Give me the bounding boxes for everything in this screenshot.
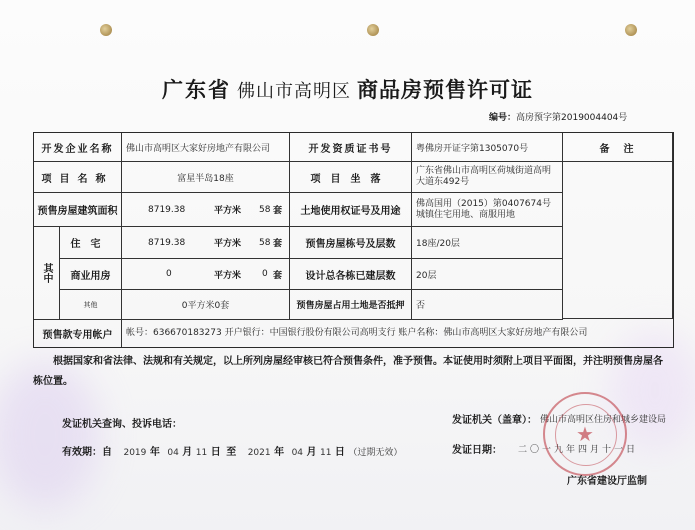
commercial-unit: 平方米 (214, 270, 242, 281)
page-title (0, 74, 695, 104)
supervisor-label: 广东省建设厅监制 (567, 476, 647, 487)
inquiry-label: 发证机关查询、投诉电话： (62, 419, 182, 430)
remarks-area (563, 162, 673, 319)
land-cert-label: 土地使用权证号及用途 (290, 193, 412, 227)
presale-area-label: 预售房屋建筑面积 (34, 193, 122, 227)
presale-area-unit: 平方米 (214, 206, 242, 216)
developer-value: 佛山市高明区大家好房地产有限公司 (122, 133, 290, 162)
account-value: 帐号：636670183273 开户银行：中国银行股份有限公司高明支行 账户名称：佛山市高明区大家好房地产有限公司 (126, 328, 588, 338)
validity-start-day: 11 (195, 448, 208, 458)
residential-unit: 平方米 (214, 239, 242, 249)
title-province: 广东省 (162, 77, 231, 102)
binding-hole (100, 24, 112, 36)
commercial-cell (122, 259, 290, 290)
account-label: 预售款专用帐户 (34, 320, 122, 347)
commercial-area: 0 (166, 269, 172, 279)
year-unit: 年 (149, 447, 160, 458)
designed-floors-value: 20层 (412, 259, 563, 290)
day-unit: 日 (334, 447, 345, 458)
validity-end-year: 2021 (247, 448, 271, 458)
presale-area-cell (122, 193, 290, 227)
seal-star-icon: ★ (576, 422, 594, 446)
mortgage-label: 预售房屋占用土地是否抵押 (290, 290, 412, 320)
mortgage-value: 否 (412, 290, 563, 320)
binding-hole (367, 24, 379, 36)
validity-label: 有效期：自 (62, 447, 112, 458)
validity-start-month: 04 (167, 448, 179, 458)
serial-label: 编号： (489, 113, 517, 123)
official-seal (543, 392, 627, 476)
residential-cell (122, 227, 290, 259)
issue-date-value: 二〇一九年四月十一日 (518, 445, 639, 455)
designed-floors-label: 设计总各栋已建层数 (290, 259, 412, 290)
residential-sets: 58 (259, 237, 271, 248)
validity-note: （过期无效） (348, 448, 403, 458)
other-label: 其他 (60, 290, 122, 320)
validity-start-year: 2019 (123, 448, 147, 458)
issuer-value: 佛山市高明区住房和城乡建设局 (540, 415, 667, 425)
building-floors-value: 18座/20层 (412, 227, 563, 259)
commercial-sets: 0 (262, 269, 268, 279)
land-cert-value: 佛高国用（2015）第0407674号 城镇住宅用地、商服用地 (412, 193, 563, 227)
project-value: 富星半岛18座 (122, 162, 290, 193)
building-floors-label: 预售房屋栋号及层数 (290, 227, 412, 259)
issuer-label: 发证机关（盖章）： (452, 415, 537, 426)
month-unit: 月 (182, 447, 193, 458)
other-value: 0平方米0套 (122, 290, 290, 320)
qualification-label: 开发资质证书号 (290, 133, 412, 162)
commercial-label: 商业用房 (60, 259, 122, 290)
commercial-sets-unit: 套 (273, 270, 283, 281)
serial-value: 高房预字第2019004404号 (516, 113, 628, 123)
presale-sets-unit: 套 (273, 206, 283, 216)
location-value: 广东省佛山市高明区荷城街道高明大道东492号 (412, 162, 563, 193)
serial-number (489, 110, 627, 123)
residential-label: 住宅 (60, 227, 122, 259)
project-label: 项目名称 (34, 162, 122, 193)
remarks-label: 备 注 (563, 133, 673, 162)
residential-area: 8719.38 (148, 237, 186, 248)
presale-area-sets: 58 (259, 204, 271, 215)
residential-sets-unit: 套 (273, 239, 283, 249)
title-city: 佛山市高明区 (237, 81, 351, 102)
year-unit: 年 (274, 447, 285, 458)
location-label: 项目坐落 (290, 162, 412, 193)
issue-date-label: 发证日期： (452, 445, 502, 456)
month-unit: 月 (306, 447, 317, 458)
validity-end-day: 11 (319, 448, 332, 458)
day-unit: 日 (210, 447, 221, 458)
validity-line (62, 443, 402, 458)
validity-to: 至 (226, 447, 237, 458)
approval-notice: 根据国家和省法律、法规和有关规定，以上所列房屋经审核已符合预售条件，准予预售。本证使用时须附上项目平面图，并注明预售房屋各栋位置。 (33, 356, 663, 387)
validity-end-month: 04 (291, 448, 304, 458)
qualification-value: 粤佛房开证字第1305070号 (412, 133, 563, 162)
title-doc-type: 商品房预售许可证 (357, 77, 533, 102)
of-which-label: 其中 (34, 227, 60, 320)
presale-area-value: 8719.38 (148, 204, 186, 215)
binding-hole (625, 24, 637, 36)
developer-label: 开发企业名称 (34, 133, 122, 162)
license-table (33, 132, 674, 348)
